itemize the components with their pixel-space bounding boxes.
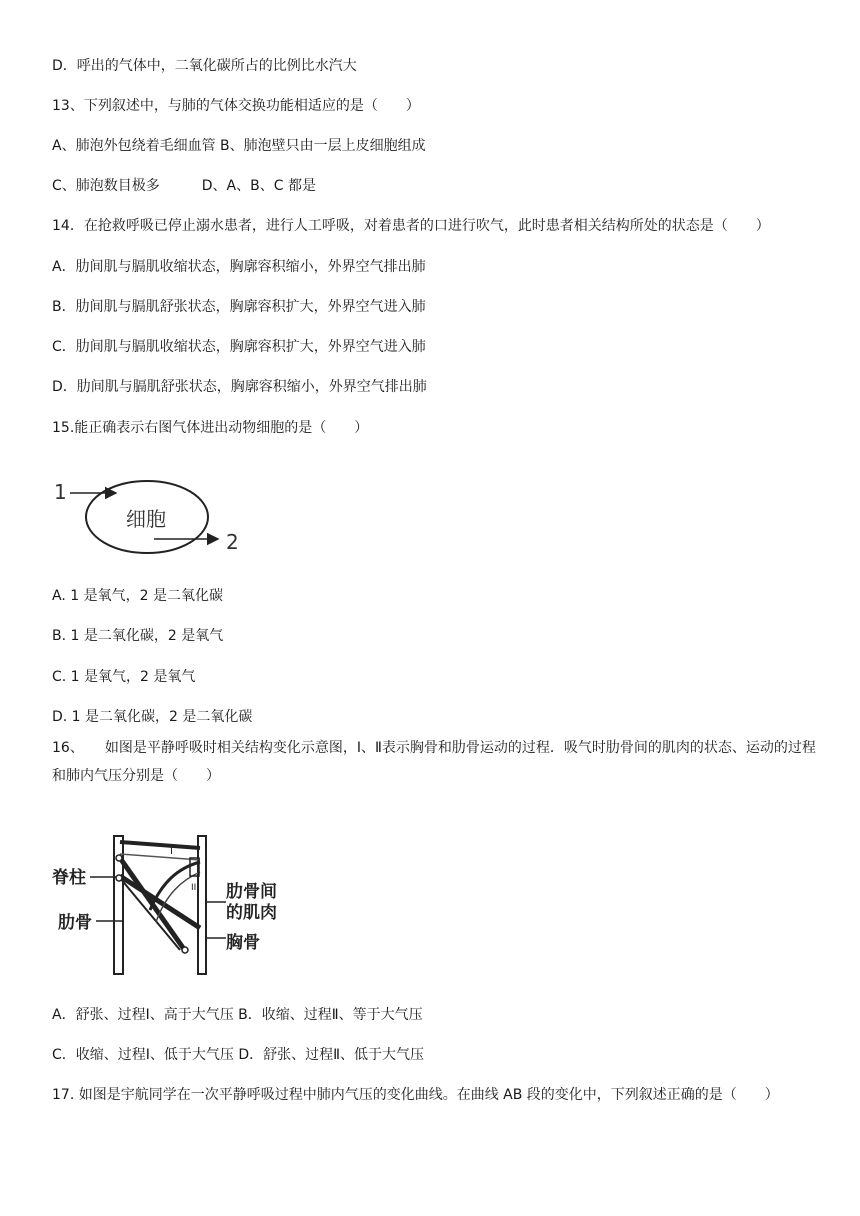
sternum-label: 胸骨: [226, 933, 260, 953]
roman-2: II: [191, 883, 197, 893]
q14-option-d: D．肋间肌与膈肌舒张状态，胸廓容积缩小，外界空气排出肺: [52, 379, 427, 395]
cell-label: 细胞: [126, 507, 166, 531]
q15-option-a: A. 1 是氧气，2 是二氧化碳: [52, 588, 223, 604]
sternum-bar: [198, 836, 206, 974]
q15-option-c: C. 1 是氧气，2 是氧气: [52, 669, 196, 685]
rib-lower: [120, 876, 200, 928]
roman-1: I: [170, 846, 173, 857]
q16-options-cd: C．收缩、过程Ⅰ、低于大气压 D．舒张、过程Ⅱ、低于大气压: [52, 1047, 425, 1063]
q14-option-a: A．肋间肌与膈肌收缩状态，胸廓容积缩小，外界空气排出肺: [52, 259, 426, 275]
q16-options-ab: A．舒张、过程Ⅰ、高于大气压 B．收缩、过程Ⅱ、等于大气压: [52, 1007, 423, 1023]
q17-stem: 17. 如图是宇航同学在一次平静呼吸过程中肺内气压的变化曲线。在曲线 AB 段的变化中，下列叙述正确的是（ ）: [52, 1087, 779, 1103]
spine-label: 脊柱: [52, 868, 86, 888]
q13-options-cd: C、肺泡数目极多 D、A、B、C 都是: [52, 178, 316, 194]
intercostal-label-2: 的肌肉: [226, 903, 277, 923]
q16-rib-diagram: [50, 832, 290, 978]
q14-option-b: B．肋间肌与膈肌舒张状态，胸廓容积扩大，外界空气进入肺: [52, 299, 426, 315]
label-1: 1: [54, 480, 67, 504]
rib-diag-2: [120, 878, 180, 950]
q13-stem: 13、下列叙述中，与肺的气体交换功能相适应的是（ ）: [52, 98, 420, 114]
q15-stem: 15.能正确表示右图气体进出动物细胞的是（ ）: [52, 420, 369, 436]
label-2: 2: [226, 530, 239, 554]
q15-option-b: B. 1 是二氧化碳，2 是氧气: [52, 628, 224, 644]
q14-option-c: C．肋间肌与膈肌收缩状态，胸廓容积扩大，外界空气进入肺: [52, 339, 426, 355]
rib-label: 肋骨: [58, 913, 92, 933]
rib-upper-2: [120, 854, 200, 860]
intercostal-label-1: 肋骨间: [226, 882, 277, 902]
q15-option-d: D. 1 是二氧化碳，2 是二氧化碳: [52, 709, 253, 725]
q12-option-d: D．呼出的气体中，二氧化碳所占的比例比水汽大: [52, 58, 357, 74]
q13-options-ab: A、肺泡外包绕着毛细血管 B、肺泡壁只由一层上皮细胞组成: [52, 138, 426, 154]
q14-stem: 14．在抢救呼吸已停止溺水患者，进行人工呼吸，对着患者的口进行吹气，此时患者相关结构所处的状态是（ ）: [52, 218, 770, 234]
q16-stem: 16、 如图是平静呼吸时相关结构变化示意图，Ⅰ、Ⅱ表示胸骨和肋骨运动的过程．吸气时肋骨间的肌肉的状态、运动的过程和肺内气压分别是（ ）: [52, 740, 816, 784]
rib-upper: [120, 842, 200, 848]
q15-cell-diagram: [48, 468, 258, 558]
